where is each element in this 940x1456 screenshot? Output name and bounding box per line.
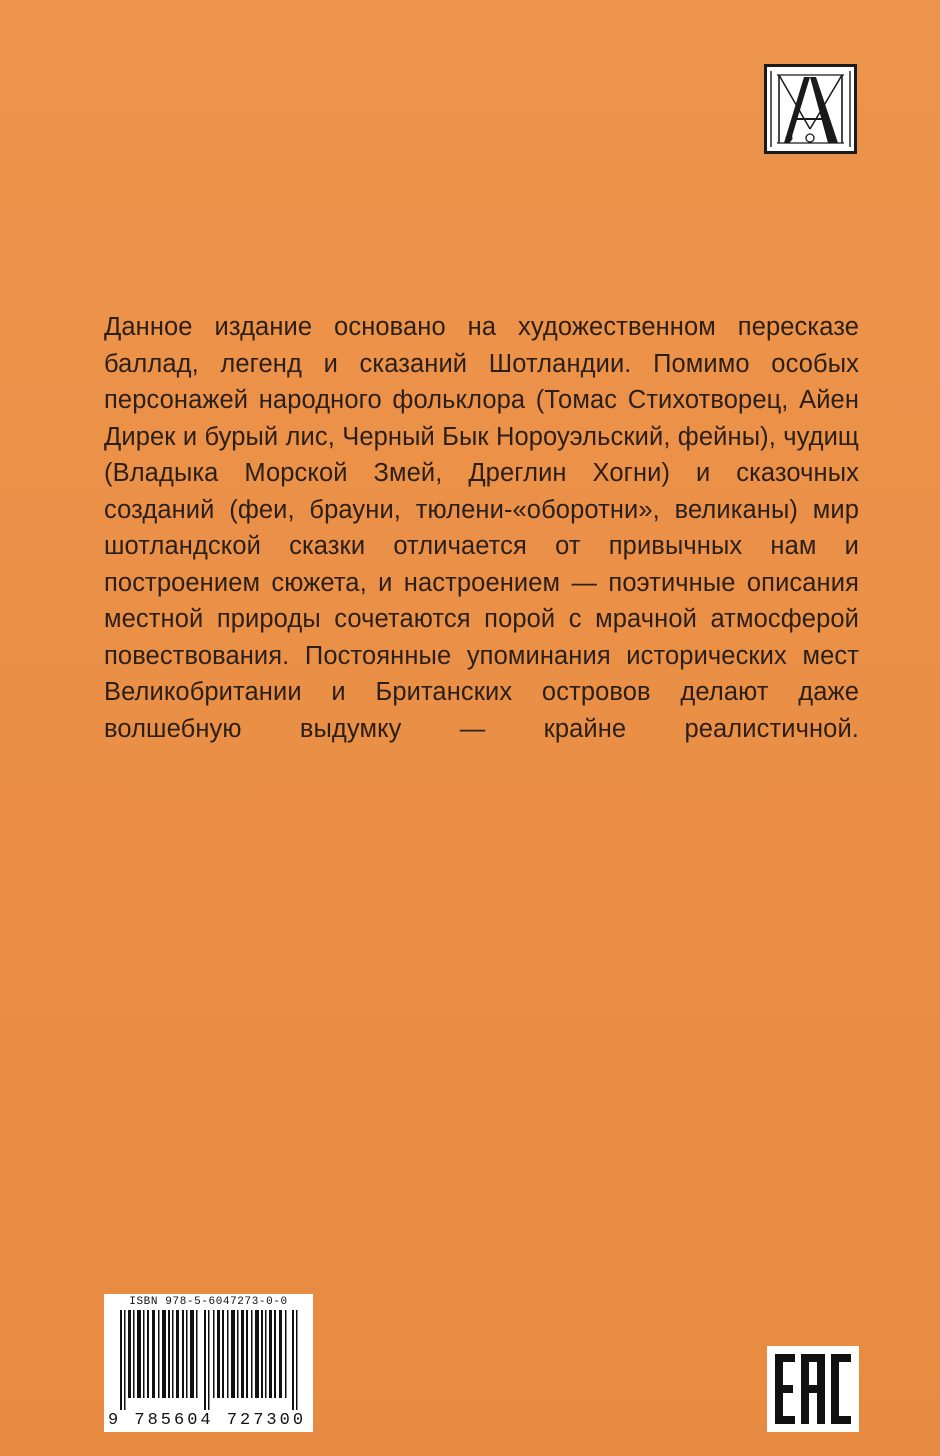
barcode-digits: 9 785604 727300: [108, 1411, 307, 1430]
isbn-label: ISBN 978-5-6047273-0-0: [129, 1296, 288, 1308]
monogram-logo-icon: [764, 64, 857, 154]
isbn-barcode: [104, 1294, 313, 1432]
barcode-icon: [112, 1310, 305, 1410]
book-annotation-text: Данное издание основано на художественном пересказе баллад, легенд и сказаний Шотландии. Помимо особых персонажей народного фольклора (Томас Стихотворец, Айен Дирек и бурый лис, Черный Бык Нороуэльский, фейны), чудищ (Владыка Морской Змей, Дреглин Хогни) и сказочных созданий (феи, брауни, тюлени-«оборотни», великаны) мир шотландской сказки отличается от привычных нам и построением сюжета, и настроением — поэтичные описания местной природы сочетаются порой с мрачной атмосферой повествования. Постоянные упоминания исторических мест Великобритании и Британских островов делают даже волшебную выдумку — крайне реалистичной.: [104, 313, 859, 743]
eac-certification-icon: [767, 1346, 859, 1432]
